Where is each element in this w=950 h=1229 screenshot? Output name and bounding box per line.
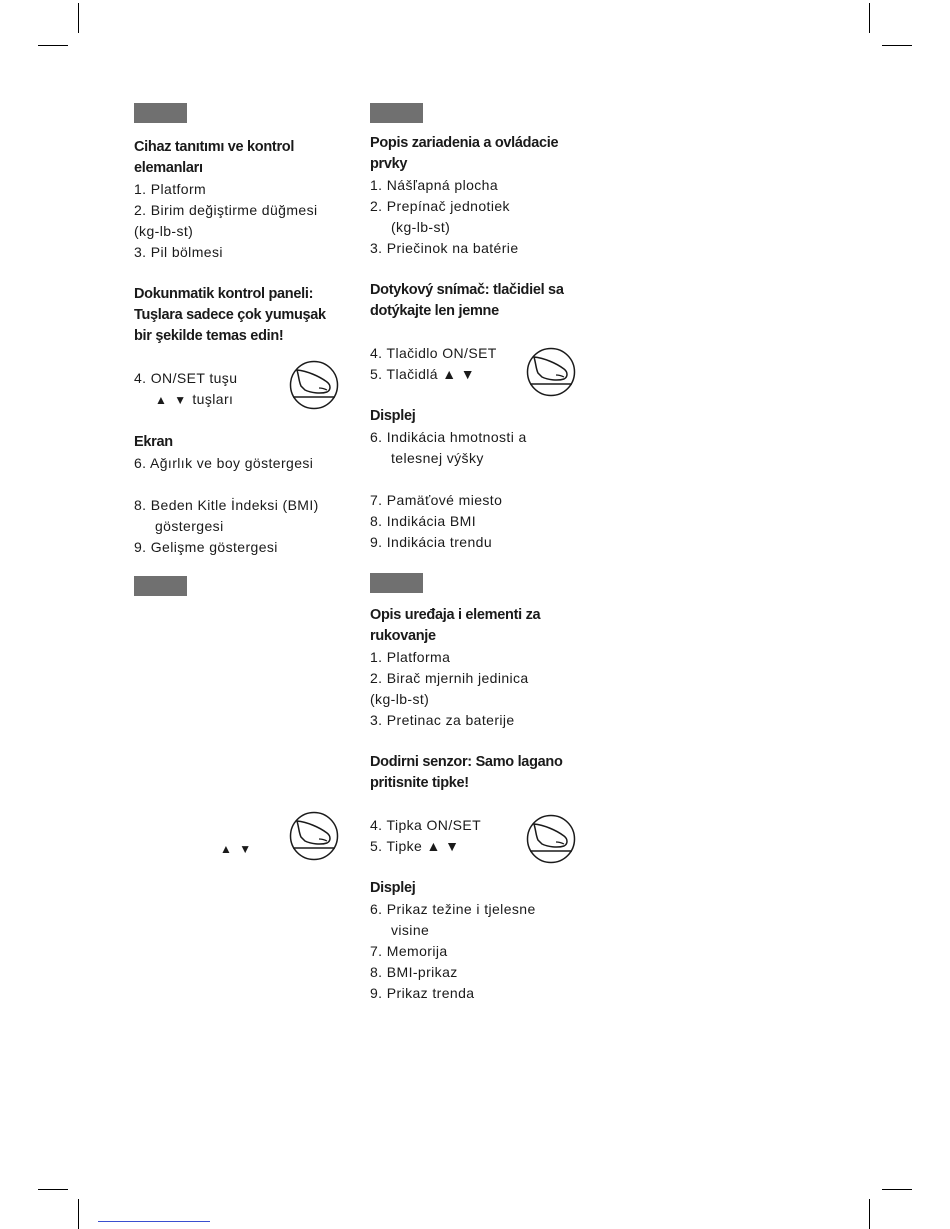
section-slovak [370, 103, 610, 553]
section-heading: Dokunmatik kontrol paneli: Tuşlara sadece çok yumuşak bir şekilde temas edin! [134, 286, 326, 344]
list-item: 6. Ağırlık ve boy göstergesi [134, 455, 314, 471]
section-heading: Popis zariadenia a ovládacie prvky [370, 135, 559, 172]
list-item: 3. Pretinac za baterije [370, 712, 515, 728]
crop-mark [882, 1189, 912, 1190]
list-item: (kg-lb-st) [391, 219, 451, 235]
crop-mark [869, 3, 870, 33]
crop-mark [78, 3, 79, 33]
list-item: 2. Birač mjernih jedinica [370, 670, 529, 686]
list-item: 8. Beden Kitle İndeksi (BMI) [134, 497, 319, 513]
language-tab [134, 103, 187, 123]
list-item: 2. Prepínač jednotiek [370, 198, 510, 214]
language-tab [134, 576, 187, 596]
list-item: 7. Pamäťové miesto [370, 492, 503, 508]
crop-mark [38, 1189, 68, 1190]
list-item: 2. Birim değiştirme düğmesi [134, 202, 318, 218]
language-tab [370, 103, 423, 123]
list-item: 1. Platform [134, 181, 207, 197]
section-heading: Displej [370, 880, 416, 896]
list-item: 7. Memorija [370, 943, 448, 959]
list-item: 4. Tipka ON/SET [370, 817, 482, 833]
section-heading: Cihaz tanıtımı ve kontrol elemanları [134, 139, 295, 176]
list-item: telesnej výšky [391, 450, 484, 466]
finger-touch-icon [289, 360, 339, 410]
list-item: 8. BMI-prikaz [370, 964, 458, 980]
list-item: 9. Gelişme göstergesi [134, 539, 278, 555]
section-heading: Ekran [134, 434, 173, 450]
list-item-label: tuşları [192, 391, 234, 407]
list-item: (kg-lb-st) [370, 691, 430, 707]
list-item: visine [391, 922, 430, 938]
arrow-keys-icon: ▲ ▼ [220, 842, 254, 856]
list-item: 1. Nášľapná plocha [370, 177, 499, 193]
section-turkish [134, 103, 374, 558]
footer-line [98, 1221, 210, 1222]
crop-mark [38, 45, 68, 46]
crop-mark [882, 45, 912, 46]
list-item: 3. Priečinok na batérie [370, 240, 519, 256]
section-empty [134, 576, 374, 610]
list-item: 4. ON/SET tuşu [134, 370, 238, 386]
finger-touch-icon [289, 811, 339, 861]
list-item: 5. Tipke ▲ ▼ [370, 838, 460, 854]
crop-mark [78, 1199, 79, 1229]
list-item: (kg-lb-st) [134, 223, 194, 239]
list-item: 8. Indikácia BMI [370, 513, 476, 529]
list-item: 3. Pil bölmesi [134, 244, 223, 260]
section-heading: Opis uređaja i elementi za rukovanje [370, 607, 541, 644]
list-item: 6. Indikácia hmotnosti a [370, 429, 527, 445]
list-item: 1. Platforma [370, 649, 451, 665]
list-item: göstergesi [155, 518, 224, 534]
language-tab [370, 573, 423, 593]
section-heading: Dodirni senzor: Samo lagano pritisnite tipke! [370, 754, 563, 791]
section-croatian [370, 573, 610, 1004]
list-item: 9. Prikaz trenda [370, 985, 475, 1001]
crop-mark [869, 1199, 870, 1229]
finger-touch-icon [526, 347, 576, 397]
section-heading: Displej [370, 408, 416, 424]
list-item: 4. Tlačidlo ON/SET [370, 345, 497, 361]
list-item: 6. Prikaz težine i tjelesne [370, 901, 536, 917]
arrow-keys-icon: ▲ ▼ [155, 393, 189, 407]
list-item: 9. Indikácia trendu [370, 534, 493, 550]
finger-touch-icon [526, 814, 576, 864]
list-item: 5. Tlačidlá ▲ ▼ [370, 366, 476, 382]
section-heading: Dotykový snímač: tlačidiel sa dotýkajte len jemne [370, 282, 564, 319]
